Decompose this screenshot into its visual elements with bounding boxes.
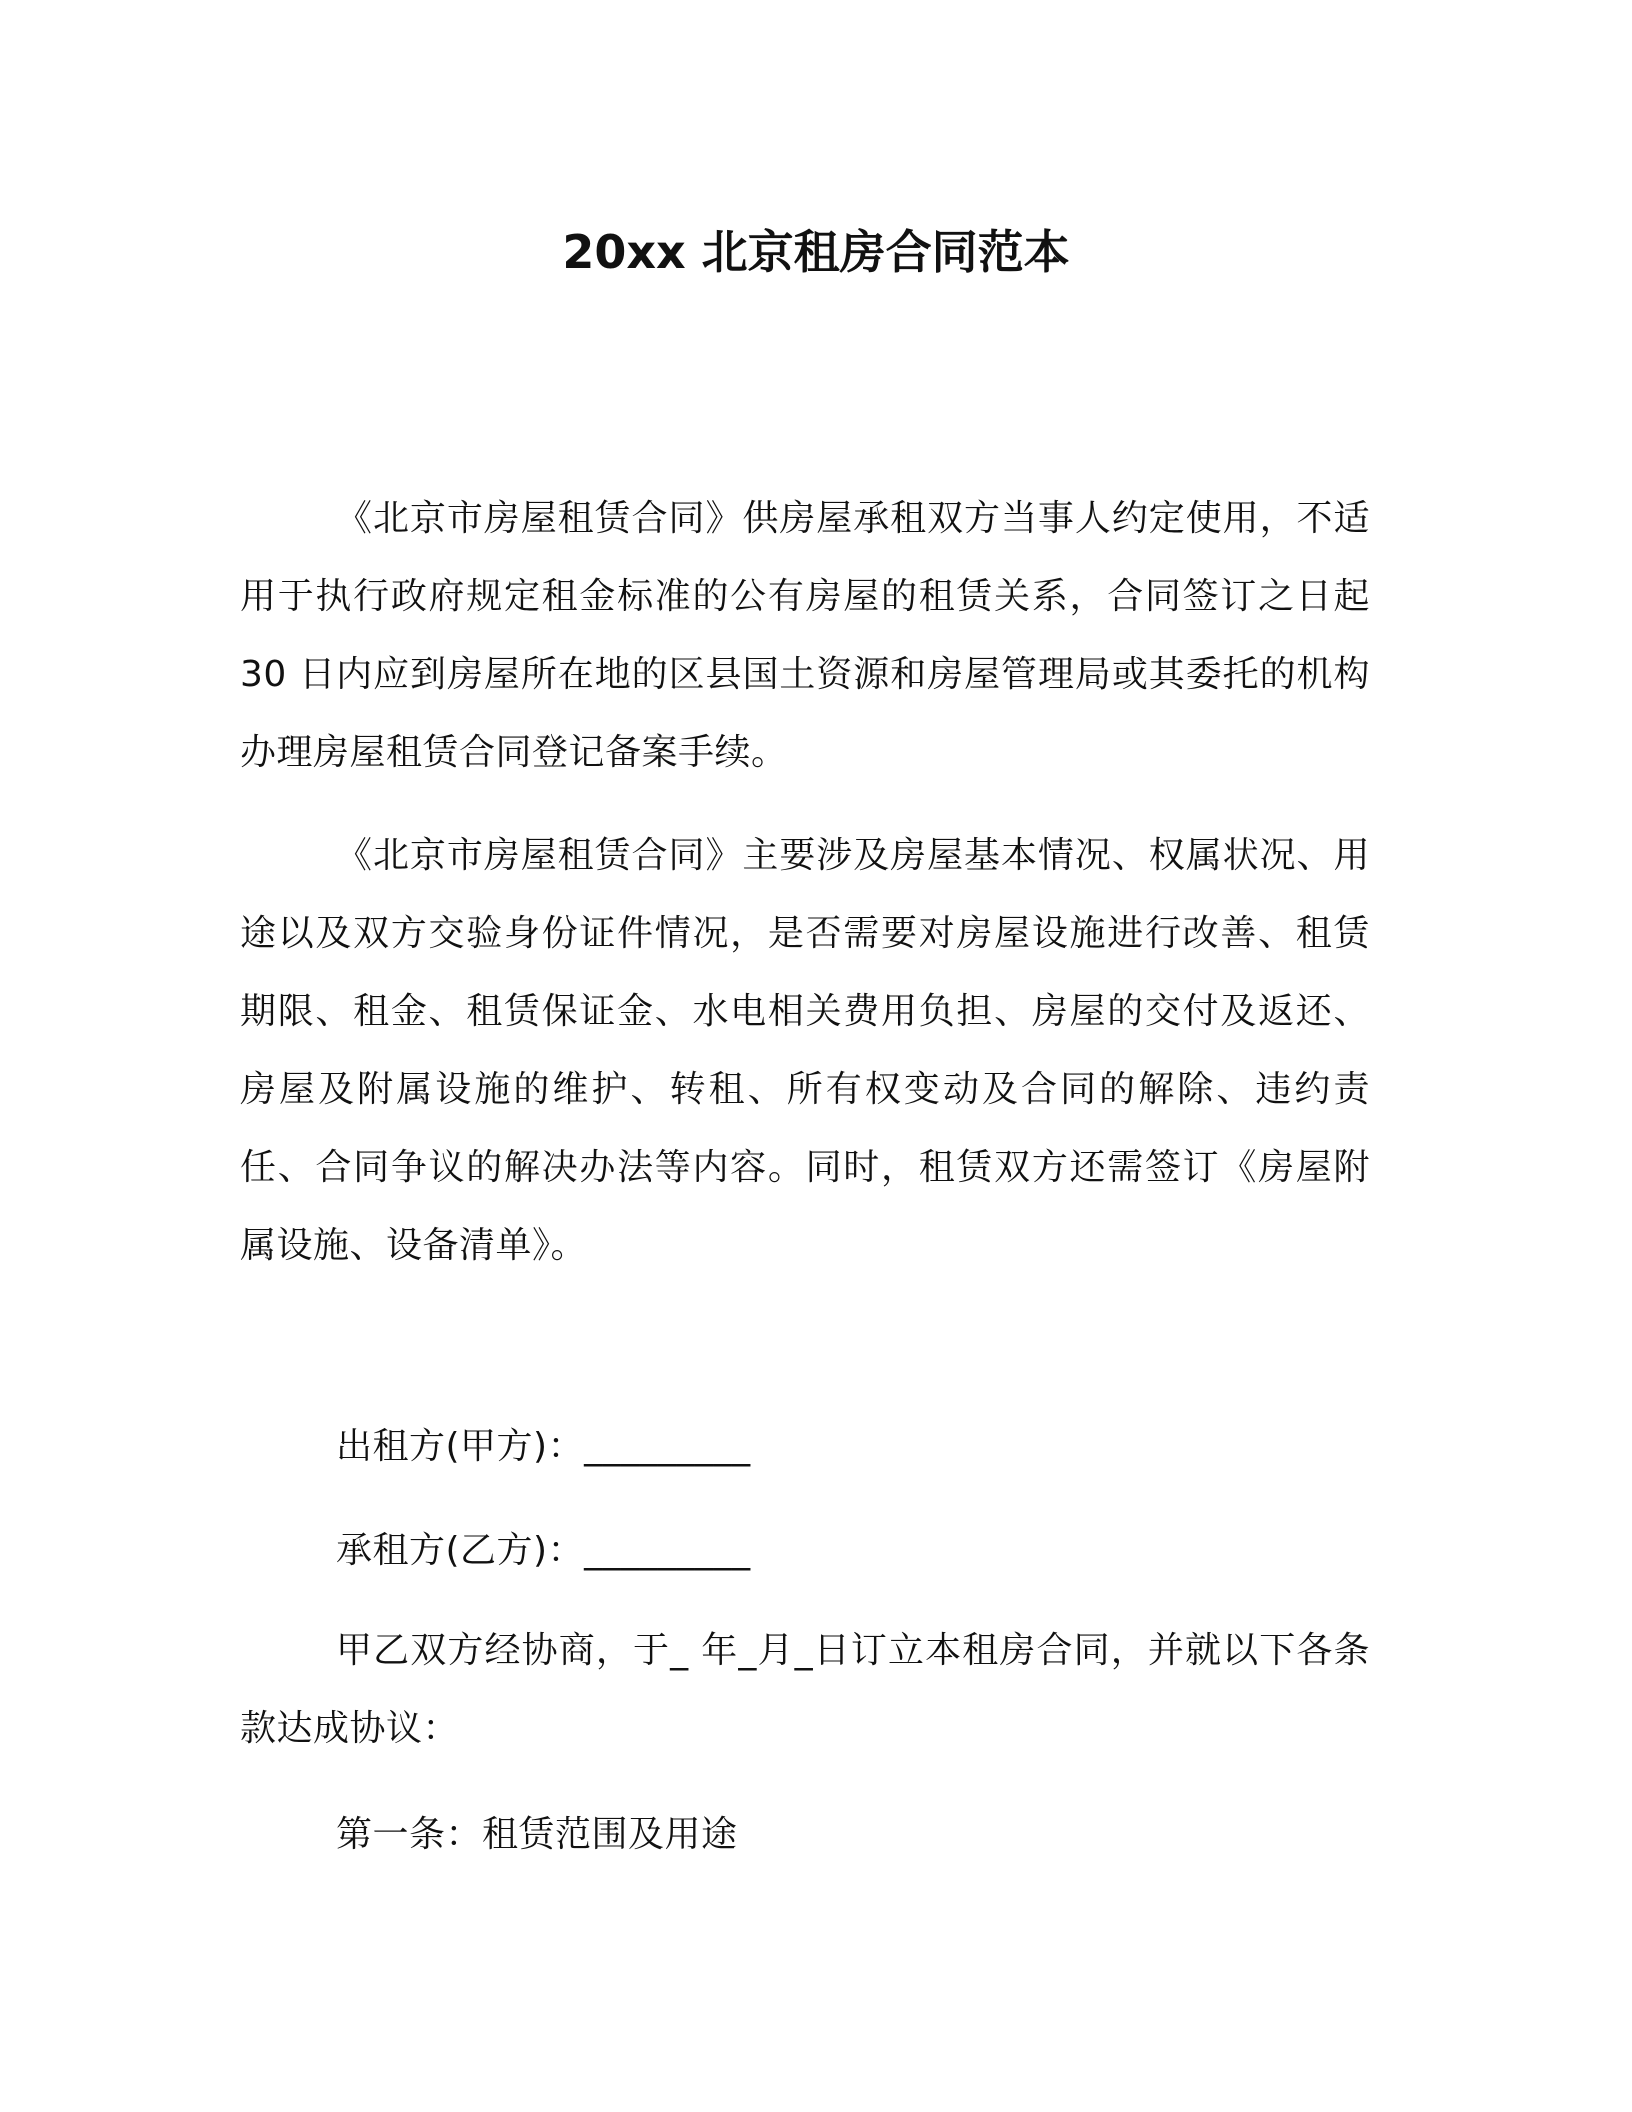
party-a-line: 出租方(甲方)：_________ [336,1426,751,1467]
intro-paragraph-2: 《北京市房屋租赁合同》主要涉及房屋基本情况、权属状况、用途以及双方交验身份证件情况，是否需要对房屋设施进行改善、租赁期限、租金、租赁保证金、水电相关费用负担、房屋的交付及返还、房屋及附属设施的维护、转租、所有权变动及合同的解除、违约责任、合同争议的解决办法等内容。同时，租赁双方还需签订《房屋附属设施、设备清单》。 [240,835,1370,1266]
intro-paragraph-1: 《北京市房屋租赁合同》供房屋承租双方当事人约定使用，不适用于执行政府规定租金标准的公有房屋的租赁关系，合同签订之日起 30 日内应到房屋所在地的区县国土资源和房屋管理局或其委托的机构办理房屋租赁合同登记备案手续。 [240,498,1370,773]
agreement-paragraph: 甲乙双方经协商，于_ 年_月_日订立本租房合同，并就以下各条款达成协议： [240,1630,1370,1749]
party-b-line: 承租方(乙方)：_________ [336,1530,751,1571]
document-title: 20xx 北京租房合同范本 [562,225,1070,279]
article-1-heading: 第一条：租赁范围及用途 [336,1814,738,1855]
